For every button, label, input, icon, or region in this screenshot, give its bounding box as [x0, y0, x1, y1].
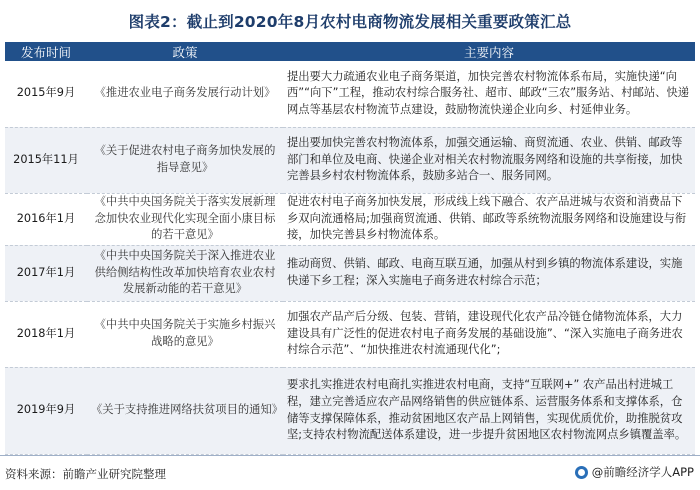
table-row — [5, 61, 695, 127]
brand-credit — [575, 464, 694, 480]
table-row — [5, 367, 695, 454]
row-time: 2015年11月 — [5, 127, 87, 193]
row-policy: 《推进农业电子商务发展行动计划》 — [87, 61, 283, 127]
row-time: 2015年9月 — [5, 61, 87, 127]
row-policy: 《中共中央国务院关于落实发展新理念加快农业现代化实现全面小康目标的若干意见》 — [87, 193, 283, 245]
column-header-content: 主要内容 — [283, 42, 695, 61]
source-note: 资料来源：前瞻产业研究院整理 — [5, 467, 166, 481]
column-header-time: 发布时间 — [5, 42, 87, 61]
row-content: 推动商贸、供销、邮政、电商互联互通，加强从村到乡镇的物流体系建设，实施快递下乡工程；深入实施电子商务进农村综合示范； — [283, 245, 695, 301]
row-time: 2018年1月 — [5, 301, 87, 367]
row-content: 促进农村电子商务加快发展，形成线上线下融合、农产品进城与农资和消费品下乡双向流通格局;加强商贸流通、供销、邮政等系统物流服务网络和设施建设与衔接，加快完善县乡村物流体系。 — [283, 193, 695, 245]
brand-label: @前瞻经济学人APP — [591, 465, 694, 479]
footer-divider — [0, 455, 700, 456]
row-time: 2016年1月 — [5, 193, 87, 245]
row-content: 提出要加快完善农村物流体系，加强交通运输、商贸流通、农业、供销、邮政等部门和单位及电商、快递企业对相关农村物流服务网络和设施的共享衔接，加快完善县乡村农村物流体系，鼓励多站合一、服务同网。 — [283, 127, 695, 193]
row-policy: 《关于促进农村电子商务加快发展的指导意见》 — [87, 127, 283, 193]
table-row — [5, 245, 695, 301]
row-policy: 《关于支持推进网络扶贫项目的通知》 — [87, 367, 283, 454]
table-header-row — [5, 42, 695, 61]
table-row — [5, 301, 695, 367]
row-time: 2017年1月 — [5, 245, 87, 301]
page-title: 图表2：截止到2020年8月农村电商物流发展相关重要政策汇总 — [128, 13, 572, 31]
row-content: 加强农产品产后分级、包装、营销，建设现代化农产品冷链仓储物流体系，大力建设具有广泛性的促进农村电子商务发展的基础设施”、“深入实施电子商务进农村综合示范”、“加快推进农村流通现代化”; — [283, 301, 695, 367]
table-row — [5, 193, 695, 245]
brand-logo-icon — [575, 466, 588, 479]
row-content: 要求扎实推进农村电商扎实推进农村电商，支持“互联网+” 农产品出村进城工程，建立完善适应农产品网络销售的供应链体系、运营服务体系和支撑体系，仓储等支撑保障体系，推动贫困地区农产品上网销售，实现优质优价，助推脱贫攻坚;支持农村物流配送体系建设，进一步提升贫困地区农村物流网点乡镇覆盖率。 — [283, 367, 695, 454]
row-time: 2019年9月 — [5, 367, 87, 454]
row-policy: 《中共中央国务院关于深入推进农业供给侧结构性改革加快培育农业农村发展新动能的若干意见》 — [87, 245, 283, 301]
table-row — [5, 127, 695, 193]
column-header-policy: 政策 — [87, 42, 283, 61]
row-content: 提出要大力疏通农业电子商务渠道，加快完善农村物流体系布局，实施快递“向西”“向下”工程，推动农村综合服务社、超市、邮政“三农”服务站、村邮站、快递网点等基层农村物流节点建设，鼓励物流快递企业向乡、村延伸业务。 — [283, 61, 695, 127]
row-policy: 《中共中央国务院关于实施乡村振兴战略的意见》 — [87, 301, 283, 367]
policy-table — [5, 42, 695, 455]
